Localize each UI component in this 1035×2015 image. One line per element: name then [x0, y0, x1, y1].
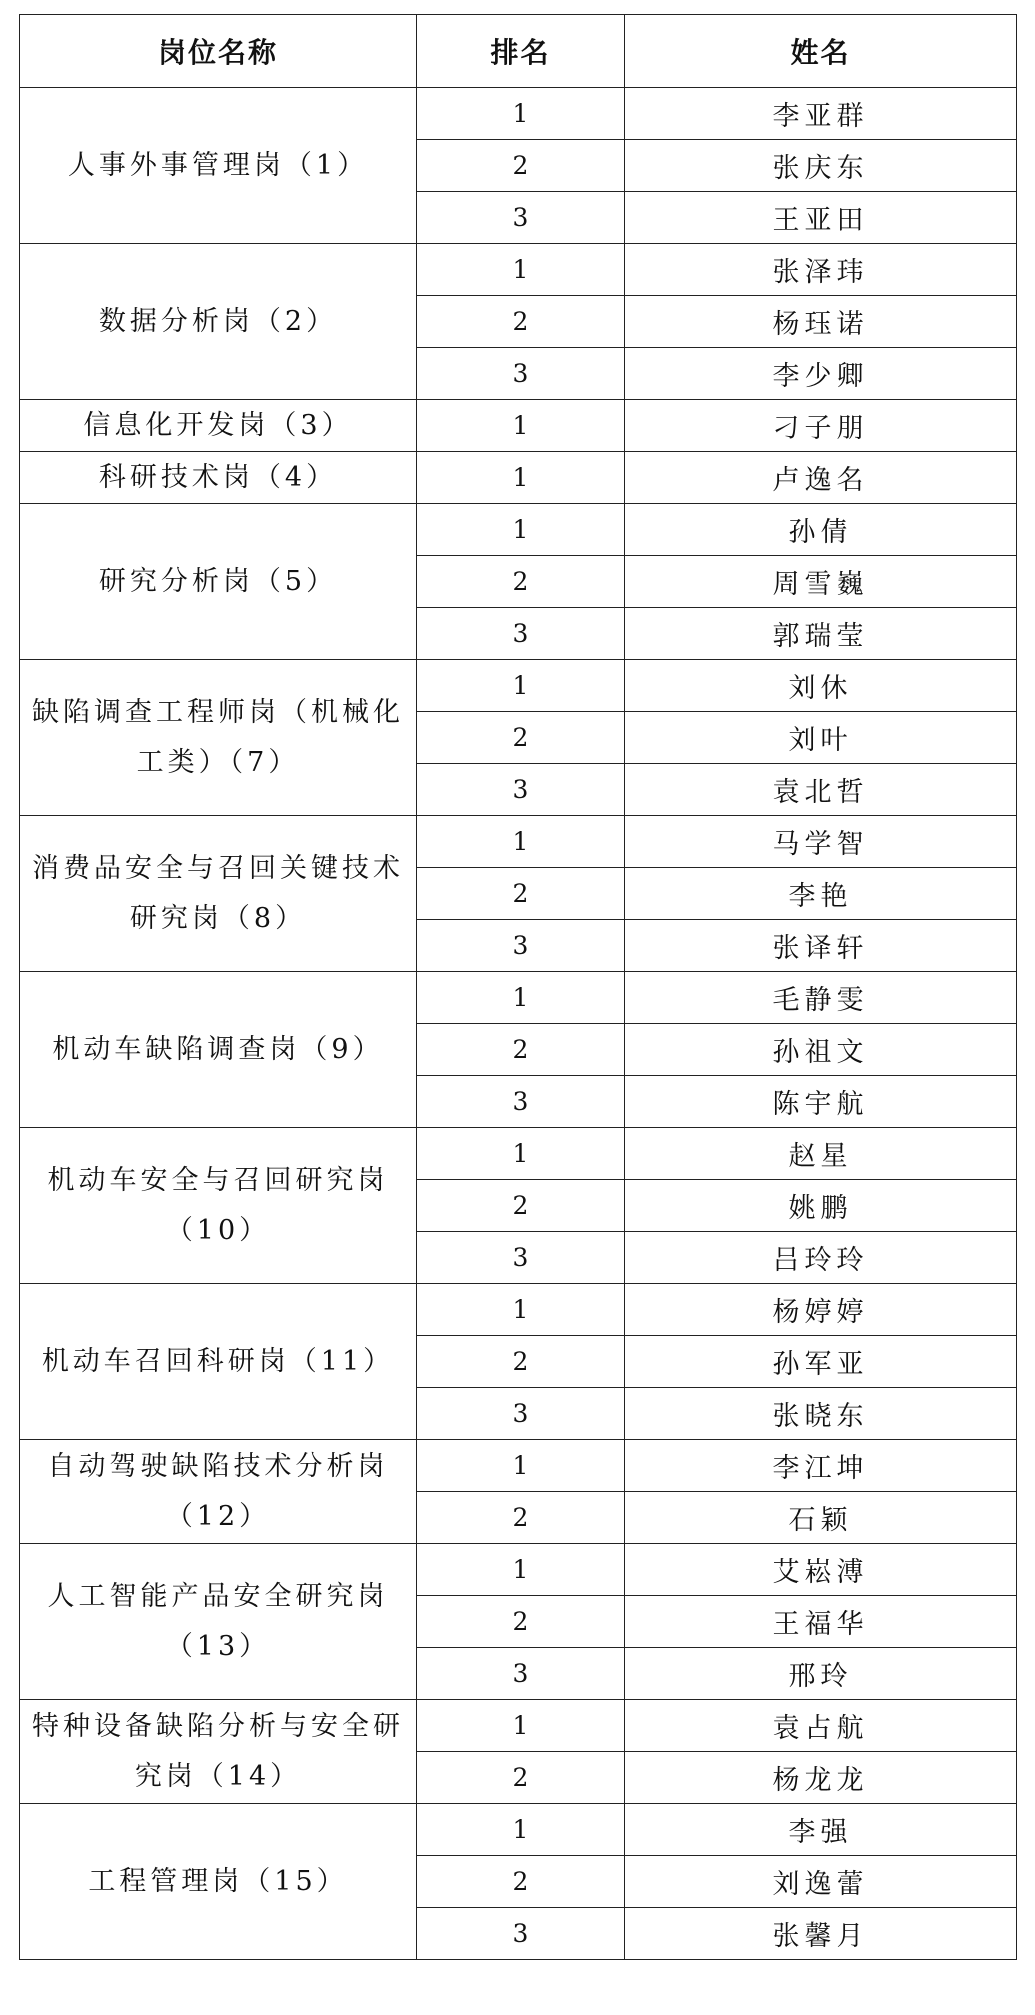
name-cell: 卢逸名: [625, 452, 1017, 504]
name-cell: 杨龙龙: [625, 1752, 1017, 1804]
name-cell: 张泽玮: [625, 244, 1017, 296]
table-row: [20, 244, 1017, 296]
position-cell: 机动车召回科研岗（11）: [20, 1284, 417, 1440]
rank-cell: 1: [417, 1544, 625, 1596]
position-cell: 人工智能产品安全研究岗（13）: [20, 1544, 417, 1700]
table-row: [20, 660, 1017, 712]
name-cell: 邢玲: [625, 1648, 1017, 1700]
header-row: [20, 15, 1017, 88]
name-cell: 李江坤: [625, 1440, 1017, 1492]
rank-cell: 2: [417, 1180, 625, 1232]
header-name: 姓名: [625, 15, 1017, 88]
name-cell: 石颖: [625, 1492, 1017, 1544]
name-cell: 孙倩: [625, 504, 1017, 556]
name-cell: 张译轩: [625, 920, 1017, 972]
rank-cell: 3: [417, 1388, 625, 1440]
table-row: [20, 1544, 1017, 1596]
position-cell: 机动车缺陷调查岗（9）: [20, 972, 417, 1128]
rank-cell: 1: [417, 452, 625, 504]
position-cell: 消费品安全与召回关键技术研究岗（8）: [20, 816, 417, 972]
rank-cell: 3: [417, 1232, 625, 1284]
header-rank: 排名: [417, 15, 625, 88]
name-cell: 赵星: [625, 1128, 1017, 1180]
rank-cell: 1: [417, 972, 625, 1024]
rank-cell: 2: [417, 140, 625, 192]
results-table: [19, 14, 1017, 1960]
rank-cell: 2: [417, 1492, 625, 1544]
position-cell: 信息化开发岗（3）: [20, 400, 417, 452]
table-row: [20, 504, 1017, 556]
position-cell: 特种设备缺陷分析与安全研究岗（14）: [20, 1700, 417, 1804]
table-row: [20, 1440, 1017, 1492]
rank-cell: 1: [417, 88, 625, 140]
rank-cell: 3: [417, 764, 625, 816]
rank-cell: 2: [417, 556, 625, 608]
position-cell: 自动驾驶缺陷技术分析岗（12）: [20, 1440, 417, 1544]
table-row: [20, 816, 1017, 868]
position-cell: 科研技术岗（4）: [20, 452, 417, 504]
name-cell: 周雪巍: [625, 556, 1017, 608]
rank-cell: 2: [417, 712, 625, 764]
header-position: 岗位名称: [20, 15, 417, 88]
position-cell: 工程管理岗（15）: [20, 1804, 417, 1960]
name-cell: 郭瑞莹: [625, 608, 1017, 660]
name-cell: 孙祖文: [625, 1024, 1017, 1076]
rank-cell: 1: [417, 1284, 625, 1336]
rank-cell: 2: [417, 1752, 625, 1804]
rank-cell: 1: [417, 244, 625, 296]
name-cell: 袁占航: [625, 1700, 1017, 1752]
name-cell: 毛静雯: [625, 972, 1017, 1024]
rank-cell: 2: [417, 1024, 625, 1076]
rank-cell: 1: [417, 400, 625, 452]
name-cell: 艾崧溥: [625, 1544, 1017, 1596]
name-cell: 李强: [625, 1804, 1017, 1856]
name-cell: 刘逸蕾: [625, 1856, 1017, 1908]
name-cell: 张馨月: [625, 1908, 1017, 1960]
table-row: [20, 972, 1017, 1024]
name-cell: 李少卿: [625, 348, 1017, 400]
position-cell: 研究分析岗（5）: [20, 504, 417, 660]
rank-cell: 2: [417, 1336, 625, 1388]
name-cell: 姚鹏: [625, 1180, 1017, 1232]
name-cell: 李艳: [625, 868, 1017, 920]
rank-cell: 3: [417, 348, 625, 400]
rank-cell: 1: [417, 1440, 625, 1492]
name-cell: 王亚田: [625, 192, 1017, 244]
rank-cell: 1: [417, 1700, 625, 1752]
name-cell: 张庆东: [625, 140, 1017, 192]
rank-cell: 1: [417, 504, 625, 556]
name-cell: 陈宇航: [625, 1076, 1017, 1128]
rank-cell: 2: [417, 1596, 625, 1648]
rank-cell: 1: [417, 1804, 625, 1856]
position-cell: 缺陷调查工程师岗（机械化工类）（7）: [20, 660, 417, 816]
name-cell: 马学智: [625, 816, 1017, 868]
name-cell: 袁北哲: [625, 764, 1017, 816]
position-cell: 机动车安全与召回研究岗（10）: [20, 1128, 417, 1284]
table-row: [20, 88, 1017, 140]
rank-cell: 1: [417, 660, 625, 712]
rank-cell: 2: [417, 1856, 625, 1908]
rank-cell: 3: [417, 192, 625, 244]
name-cell: 刘叶: [625, 712, 1017, 764]
table-row: [20, 1284, 1017, 1336]
table-row: [20, 1804, 1017, 1856]
rank-cell: 2: [417, 868, 625, 920]
name-cell: 刁子朋: [625, 400, 1017, 452]
rank-cell: 3: [417, 1648, 625, 1700]
position-cell: 数据分析岗（2）: [20, 244, 417, 400]
name-cell: 杨珏诺: [625, 296, 1017, 348]
position-cell: 人事外事管理岗（1）: [20, 88, 417, 244]
table-row: [20, 1128, 1017, 1180]
rank-cell: 1: [417, 1128, 625, 1180]
rank-cell: 2: [417, 296, 625, 348]
name-cell: 刘休: [625, 660, 1017, 712]
name-cell: 吕玲玲: [625, 1232, 1017, 1284]
name-cell: 杨婷婷: [625, 1284, 1017, 1336]
name-cell: 李亚群: [625, 88, 1017, 140]
rank-cell: 3: [417, 920, 625, 972]
table-body: [20, 88, 1017, 1960]
name-cell: 张晓东: [625, 1388, 1017, 1440]
rank-cell: 3: [417, 1908, 625, 1960]
name-cell: 孙军亚: [625, 1336, 1017, 1388]
table-row: [20, 1700, 1017, 1752]
name-cell: 王福华: [625, 1596, 1017, 1648]
table-row: [20, 400, 1017, 452]
rank-cell: 1: [417, 816, 625, 868]
rank-cell: 3: [417, 1076, 625, 1128]
rank-cell: 3: [417, 608, 625, 660]
table-row: [20, 452, 1017, 504]
